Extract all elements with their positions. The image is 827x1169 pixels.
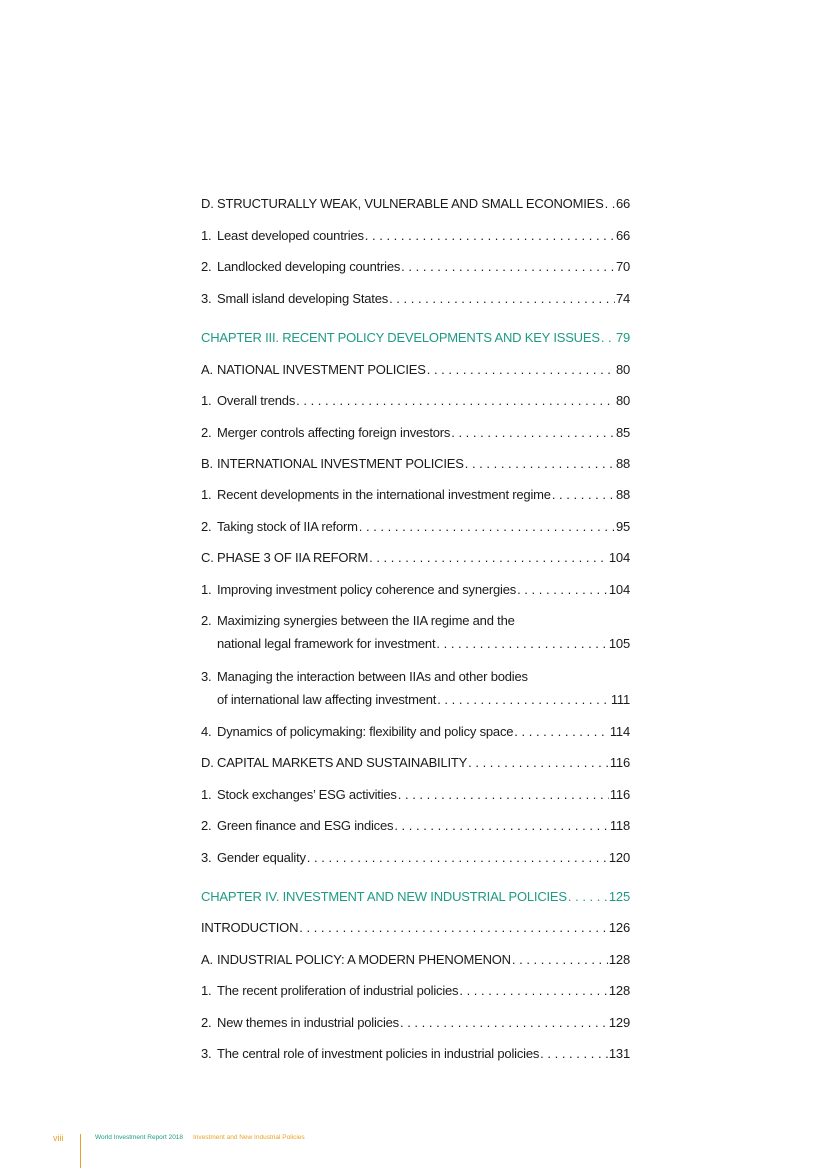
toc-entry-page: 116	[609, 787, 630, 802]
toc-entry-number: 1.	[201, 787, 212, 802]
toc-entry-number: 2.	[201, 818, 212, 833]
leader-dots	[605, 196, 615, 212]
toc-entry-number: 3.	[201, 669, 212, 684]
toc-item-entry	[201, 724, 630, 740]
toc-entry-title: Overall trends	[217, 393, 296, 408]
toc-entry-number: D.	[201, 196, 214, 211]
toc-entry-title: NATIONAL INVESTMENT POLICIES	[217, 362, 426, 377]
toc-entry-number: A.	[201, 362, 213, 377]
toc-entry-title: INTRODUCTION	[201, 920, 299, 935]
toc-entry-title: Improving investment policy coherence and synergies	[217, 582, 517, 597]
toc-section-entry	[201, 550, 630, 566]
toc-entry-title-continued: national legal framework for investment	[217, 636, 436, 651]
toc-entry-number: 2.	[201, 519, 212, 534]
toc-entry-page: 131	[608, 1046, 630, 1061]
leader-dots	[365, 228, 615, 244]
toc-entry-page: 79	[615, 330, 630, 345]
toc-entry-title: Small island developing States	[217, 291, 389, 306]
toc-entry-number: 1.	[201, 393, 212, 408]
leader-dots	[398, 787, 609, 803]
leader-dots	[568, 889, 608, 905]
toc-entry-number: 1.	[201, 983, 212, 998]
leader-dots	[601, 330, 615, 346]
toc-entry-page: 125	[608, 889, 630, 904]
toc-entry-page: 116	[609, 755, 630, 770]
toc-entry-title: New themes in industrial policies	[217, 1015, 399, 1030]
toc-entry-title: CAPITAL MARKETS AND SUSTAINABILITY	[217, 755, 468, 770]
toc-item-entry	[201, 818, 630, 834]
toc-entry-title: Managing the interaction between IIAs and other bodies	[217, 669, 528, 684]
toc-item-entry	[201, 613, 630, 652]
toc-item-entry	[201, 259, 630, 275]
leader-dots	[465, 456, 615, 472]
toc-entry-title: The central role of investment policies in industrial policies	[217, 1046, 540, 1061]
toc-entry-title: Least developed countries	[217, 228, 364, 243]
leader-dots	[400, 1015, 608, 1031]
toc-entry-page: 120	[608, 850, 630, 865]
toc-entry-title: CHAPTER III. RECENT POLICY DEVELOPMENTS AND KEY ISSUES	[201, 330, 600, 345]
leader-dots	[451, 425, 615, 441]
footer-divider	[80, 1134, 81, 1168]
toc-entry-page: 74	[615, 291, 630, 306]
toc-entry-title: CHAPTER IV. INVESTMENT AND NEW INDUSTRIAL POLICIES	[201, 889, 567, 904]
toc-item-entry	[201, 487, 630, 503]
leader-dots	[514, 724, 609, 740]
toc-entry-title: INTERNATIONAL INVESTMENT POLICIES	[217, 456, 464, 471]
toc-entry-page: 70	[615, 259, 630, 274]
toc-entry-page: 88	[615, 487, 630, 502]
toc-entry-number: 2.	[201, 613, 212, 628]
leader-dots	[427, 362, 615, 378]
toc-entry-number: 4.	[201, 724, 212, 739]
toc-entry-page: 128	[608, 952, 630, 967]
toc-entry-title: INDUSTRIAL POLICY: A MODERN PHENOMENON	[217, 952, 511, 967]
toc-entry-title: STRUCTURALLY WEAK, VULNERABLE AND SMALL ECONOMIES	[217, 196, 604, 211]
toc-entry-title: Green finance and ESG indices	[217, 818, 394, 833]
toc-entry-number: A.	[201, 952, 213, 967]
toc-chapter-entry	[201, 330, 630, 346]
toc-entry-number: 1.	[201, 582, 212, 597]
toc-entry-page: 104	[608, 550, 630, 565]
toc-section-entry	[201, 362, 630, 378]
toc-entry-page: 105	[608, 636, 630, 651]
toc-item-entry	[201, 228, 630, 244]
leader-dots	[552, 487, 615, 503]
toc-entry-number: D.	[201, 755, 214, 770]
toc-entry-page: 114	[609, 724, 630, 739]
toc-entry-title: Merger controls affecting foreign investors	[217, 425, 451, 440]
toc-entry-page: 80	[615, 362, 630, 377]
toc-entry-page: 104	[608, 582, 630, 597]
toc-entry-number: 3.	[201, 850, 212, 865]
leader-dots	[359, 519, 615, 535]
leader-dots	[401, 259, 615, 275]
toc-item-entry	[201, 519, 630, 535]
leader-dots	[394, 818, 609, 834]
toc-item-entry	[201, 983, 630, 999]
footer-report-title: World Investment Report 2018	[95, 1134, 184, 1141]
leader-dots	[468, 755, 609, 771]
toc-section-entry	[201, 456, 630, 472]
leader-dots	[436, 636, 608, 652]
toc-entry-number: 3.	[201, 291, 212, 306]
toc-item-entry	[201, 787, 630, 803]
toc-entry-title: PHASE 3 OF IIA REFORM	[217, 550, 369, 565]
toc-item-entry	[201, 669, 630, 708]
leader-dots	[517, 582, 608, 598]
toc-entry-page: 66	[615, 196, 630, 211]
toc-item-entry	[201, 850, 630, 866]
leader-dots	[299, 920, 608, 936]
toc-entry-title: Maximizing synergies between the IIA regime and the	[217, 613, 515, 628]
toc-entry-page: 95	[615, 519, 630, 534]
toc-entry-title: Gender equality	[217, 850, 306, 865]
toc-entry-page: 126	[608, 920, 630, 935]
toc-entry-number: 2.	[201, 425, 212, 440]
toc-entry-page: 128	[608, 983, 630, 998]
toc-entry-number: 2.	[201, 1015, 212, 1030]
toc-section-entry	[201, 755, 630, 771]
toc-entry-title: Landlocked developing countries	[217, 259, 401, 274]
toc-chapter-entry	[201, 889, 630, 905]
leader-dots	[512, 952, 608, 968]
toc-item-entry	[201, 582, 630, 598]
toc-entry-title: The recent proliferation of industrial policies	[217, 983, 459, 998]
toc-entry-page: 88	[615, 456, 630, 471]
leader-dots	[369, 550, 608, 566]
leader-dots	[307, 850, 608, 866]
toc-entry-number: 2.	[201, 259, 212, 274]
toc-entry-title: Dynamics of policymaking: flexibility and policy space	[217, 724, 514, 739]
leader-dots	[437, 692, 610, 708]
leader-dots	[459, 983, 608, 999]
toc-entry-number: 1.	[201, 228, 212, 243]
toc-item-entry	[201, 425, 630, 441]
toc-entry-number: C.	[201, 550, 214, 565]
toc-entry-number: 3.	[201, 1046, 212, 1061]
toc-entry-title-continued: of international law affecting investment	[217, 692, 437, 707]
leader-dots	[389, 291, 615, 307]
toc-section-entry	[201, 952, 630, 968]
toc-item-entry	[201, 1015, 630, 1031]
toc-item-entry	[201, 393, 630, 409]
toc-entry-page: 80	[615, 393, 630, 408]
toc-entry-page: 66	[615, 228, 630, 243]
toc-entry-page: 129	[608, 1015, 630, 1030]
footer-page-number: viii	[53, 1133, 64, 1143]
toc-entry-title: Recent developments in the international investment regime	[217, 487, 551, 502]
leader-dots	[540, 1046, 608, 1062]
toc-entry-page: 85	[615, 425, 630, 440]
toc-entry-page: 111	[610, 692, 630, 707]
footer-report-subtitle: Investment and New Industrial Policies	[193, 1134, 305, 1141]
toc-section-entry	[201, 920, 630, 936]
toc-entry-number: B.	[201, 456, 213, 471]
toc-item-entry	[201, 291, 630, 307]
toc-item-entry	[201, 1046, 630, 1062]
toc-entry-title: Stock exchanges’ ESG activities	[217, 787, 397, 802]
toc-section-entry	[201, 196, 630, 212]
toc-entry-number: 1.	[201, 487, 212, 502]
toc-entry-title: Taking stock of IIA reform	[217, 519, 358, 534]
leader-dots	[296, 393, 615, 409]
toc-entry-page: 118	[609, 818, 630, 833]
